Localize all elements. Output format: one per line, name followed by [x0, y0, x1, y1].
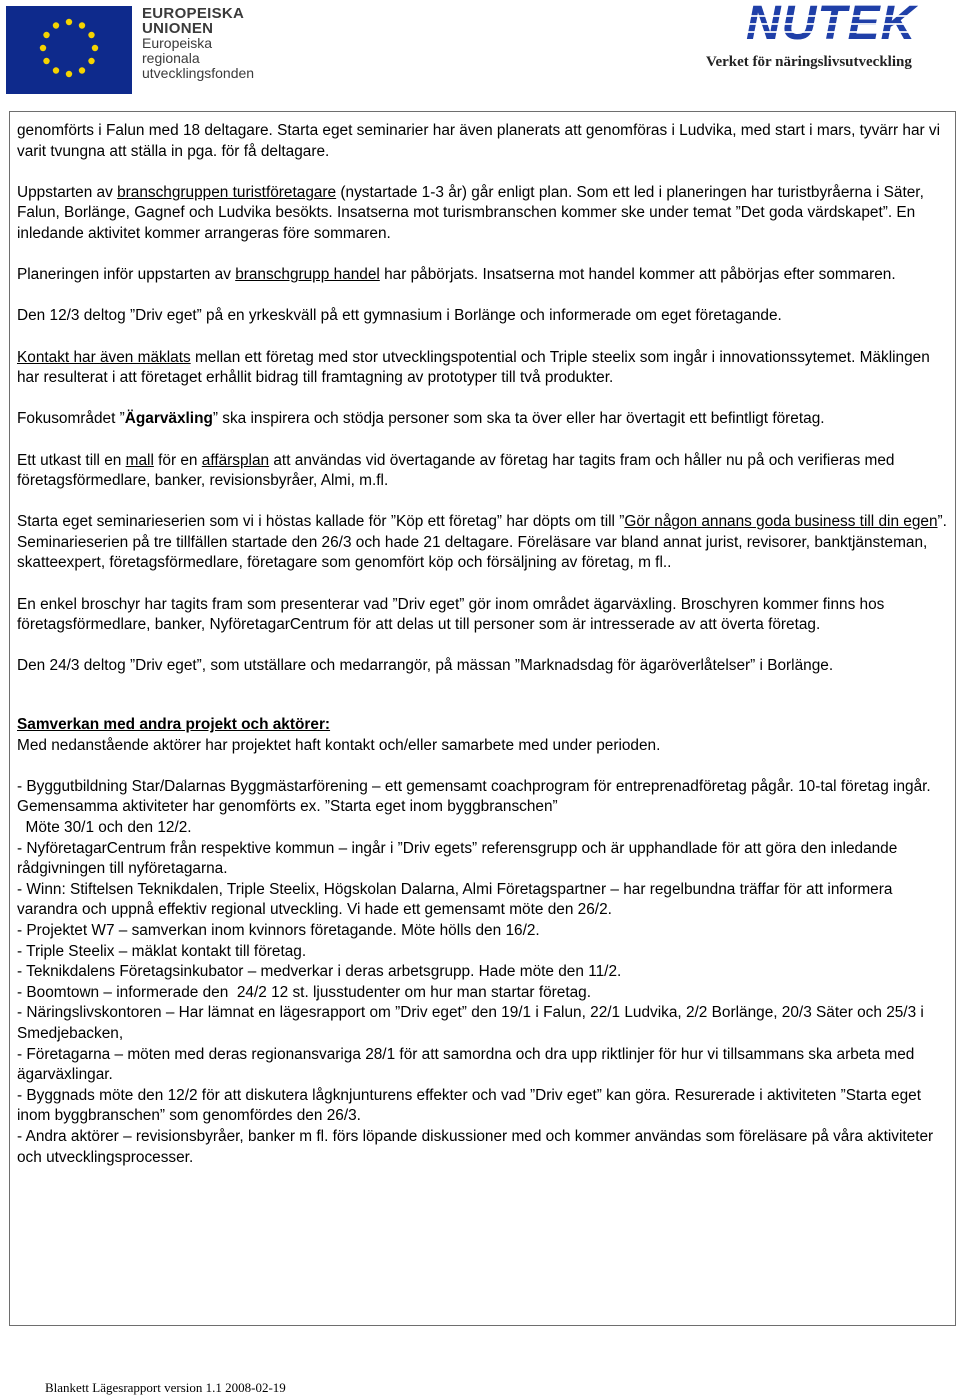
paragraph-text: Den 12/3 deltog ”Driv eget” på en yrkeskväll på ett gymnasium i Borlänge och informerade om eget företagande. — [17, 307, 782, 325]
paragraph-text: (nystartade 1-3 år) går enligt plan. Som ett led i planeringen har turistbyråerna i Säter, Falun, Borlänge, Gagnef och Ludvika besökts. Insatserna mot turismbranschen kommer ske under temat ”Det goda värdskapet”. En inledande aktivitet kommer arrangeras före sommaren. — [17, 183, 924, 242]
paragraph-text: genomförts i Falun med 18 deltagare. Starta eget seminarier har även planerats att genomföras i Ludvika, med start i mars, tyvärr har vi varit tvungna att ställa in pga. för få deltagare. — [17, 122, 941, 160]
list-item: - Winn: Stiftelsen Teknikdalen, Triple Steelix, Högskolan Dalarna, Almi Företagspartner – har regelbundna träffar för att informera varandra och uppnå effektiv regional utveckling. Vi hade ett gemensamt möte den 26/2. — [17, 880, 893, 919]
section-heading — [17, 715, 953, 736]
paragraph-text: har påbörjats. Insatserna mot handel kommer att påbörjas efter sommaren. — [379, 266, 896, 284]
underlined-term: affärsplan — [201, 451, 270, 469]
paragraph — [17, 348, 953, 389]
paragraph-text: ” ska inspirera och stödja personer som ska ta över eller har övertagit ett befintligt företag. — [212, 410, 825, 428]
paragraph-text: Med nedanstående aktörer har projektet haft kontakt och/eller samarbete med under perioden. — [17, 736, 661, 754]
eu-logo — [6, 6, 276, 98]
paragraph — [17, 409, 953, 430]
paragraph — [17, 121, 953, 162]
list-item: - Teknikdalens Företagsinkubator – medverkar i deras arbetsgrupp. Hade möte den 11/2. — [17, 963, 622, 981]
document-frame — [9, 111, 956, 1326]
underlined-term: branschgruppen turistföretagare — [117, 183, 337, 201]
paragraph-text: Starta eget seminarieserien som vi i höstas kallade för ”Köp ett företag” har döpts om till ” — [17, 513, 625, 531]
list-item: - Triple Steelix – mäklat kontakt till företag. — [17, 942, 307, 960]
paragraph-text: för en — [153, 451, 202, 469]
eu-logo-line5: utvecklingsfonden — [142, 65, 255, 81]
paragraph — [17, 306, 953, 327]
section-heading-text: Samverkan med andra projekt och aktörer: — [17, 716, 331, 734]
section-intro — [17, 736, 953, 757]
eu-flag-icon — [6, 6, 132, 94]
eu-logo-text — [142, 6, 282, 81]
list-item: - Byggnads möte den 12/2 för att diskutera lågknjunturens effekter och vad ”Driv eget” kan göra. Resurerade i aktiviteten ”Starta eget inom byggbranschen” som genomfördes den 26/3. — [17, 1086, 921, 1125]
paragraph-text: Uppstarten av — [17, 183, 118, 201]
paragraph-text: Den 24/3 deltog ”Driv eget”, som utställare och medarrangör, på mässan ”Marknadsdag för ägaröverlåtelser” i Borlänge. — [17, 657, 834, 675]
nutek-logo — [700, 2, 958, 80]
eu-logo-line4: regionala — [142, 50, 200, 66]
paragraph-text: En enkel broschyr har tagits fram som presenterar vad ”Driv eget” gör inom området ägarväxling. Broschyren kommer finns hos företagsförmedlare, banker, NyföretagarCentrum för att delas ut till personer som är intresserade av att överta företag. — [17, 595, 885, 634]
eu-logo-line2: UNIONEN — [142, 20, 214, 37]
paragraph-text: Ett utkast till en — [17, 451, 126, 469]
paragraph — [17, 183, 953, 245]
nutek-stripes-icon — [740, 6, 950, 44]
actor-list — [17, 777, 953, 1168]
paragraph — [17, 656, 953, 677]
eu-logo-line1: EUROPEISKA — [142, 5, 245, 22]
list-item: - Företagarna – möten med deras regionansvariga 28/1 för att samordna och dra upp riktlinjer för hur vi tillsammans ska arbeta med ägarväxlingar. — [17, 1045, 915, 1084]
paragraph-text: ”. Seminarieserien på tre tillfällen startade den 26/3 och hade 21 deltagare. Föreläsare var bland annat jurist, revisorer, banktjänsteman, skatteexpert, företagsförmedlare, företagare som genomfört köp och försäljning av företag, m fl.. — [17, 513, 947, 572]
list-item: - Näringslivskontoren – Har lämnat en lägesrapport om ”Driv eget” den 19/1 i Falun, 22/1 Ludvika, 2/2 Borlänge, 20/3 Säter och 25/3 i Smedjebacken, — [17, 1004, 924, 1042]
list-item: - Byggutbildning Star/Dalarnas Byggmästarförening – ett gemensamt coachprogram för entreprenadföretag pågår. 10-tal företag ingår. Gemensamma aktiviteter har genomförts ex. ”Starta eget inom byggbranschen” — [17, 777, 931, 816]
footer-text: Blankett Lägesrapport version 1.1 2008-02-19 — [45, 1380, 286, 1395]
underlined-term: Gör någon annans goda business till din egen — [624, 513, 938, 531]
document-body — [17, 121, 953, 1168]
paragraph — [17, 595, 953, 636]
list-item: - NyföretagarCentrum från respektive kommun – ingår i ”Driv egets” referensgrupp och är upphandlade för att göra den inledande rådgivningen till nyföretagarna. — [17, 839, 898, 878]
paragraph — [17, 451, 953, 492]
underlined-term: branschgrupp handel — [235, 266, 380, 284]
list-item: - Projektet W7 – samverkan inom kvinnors företagande. Möte hölls den 16/2. — [17, 921, 540, 939]
eu-logo-line3: Europeiska — [142, 35, 213, 51]
list-item: - Andra aktörer – revisionsbyråer, banker m fl. förs löpande diskussioner med och kommer användas som föreläsare på våra aktiviteter och utvecklingsprocesser. — [17, 1127, 934, 1166]
paragraph-text: att användas vid övertagande av företag har tagits fram och håller nu på och verifieras med företagsförmedlare, banker, revisionsbyråer, Almi, m.fl. — [17, 451, 895, 490]
paragraph — [17, 512, 953, 574]
bold-term: Ägarväxling — [124, 410, 213, 428]
underlined-term: Kontakt har även mäklats — [17, 348, 191, 366]
paragraph-text: Fokusområdet ” — [17, 410, 125, 428]
paragraph-text: Planeringen inför uppstarten av — [17, 266, 236, 284]
underlined-term: mall — [125, 451, 154, 469]
nutek-logo-subtitle: Verket för näringslivsutveckling — [706, 54, 912, 70]
paragraph — [17, 265, 953, 286]
list-item: - Boomtown – informerade den 24/2 12 st. ljusstudenter om hur man startar företag. — [17, 983, 592, 1001]
list-item: Möte 30/1 och den 12/2. — [17, 819, 192, 836]
paragraph-text: mellan ett företag med stor utvecklingspotential och Triple steelix som ingår i innovationssytemet. Mäklingen har resulterat i att företaget erhållit bidrag till framtagning av prototyper till två produkter. — [17, 348, 930, 387]
